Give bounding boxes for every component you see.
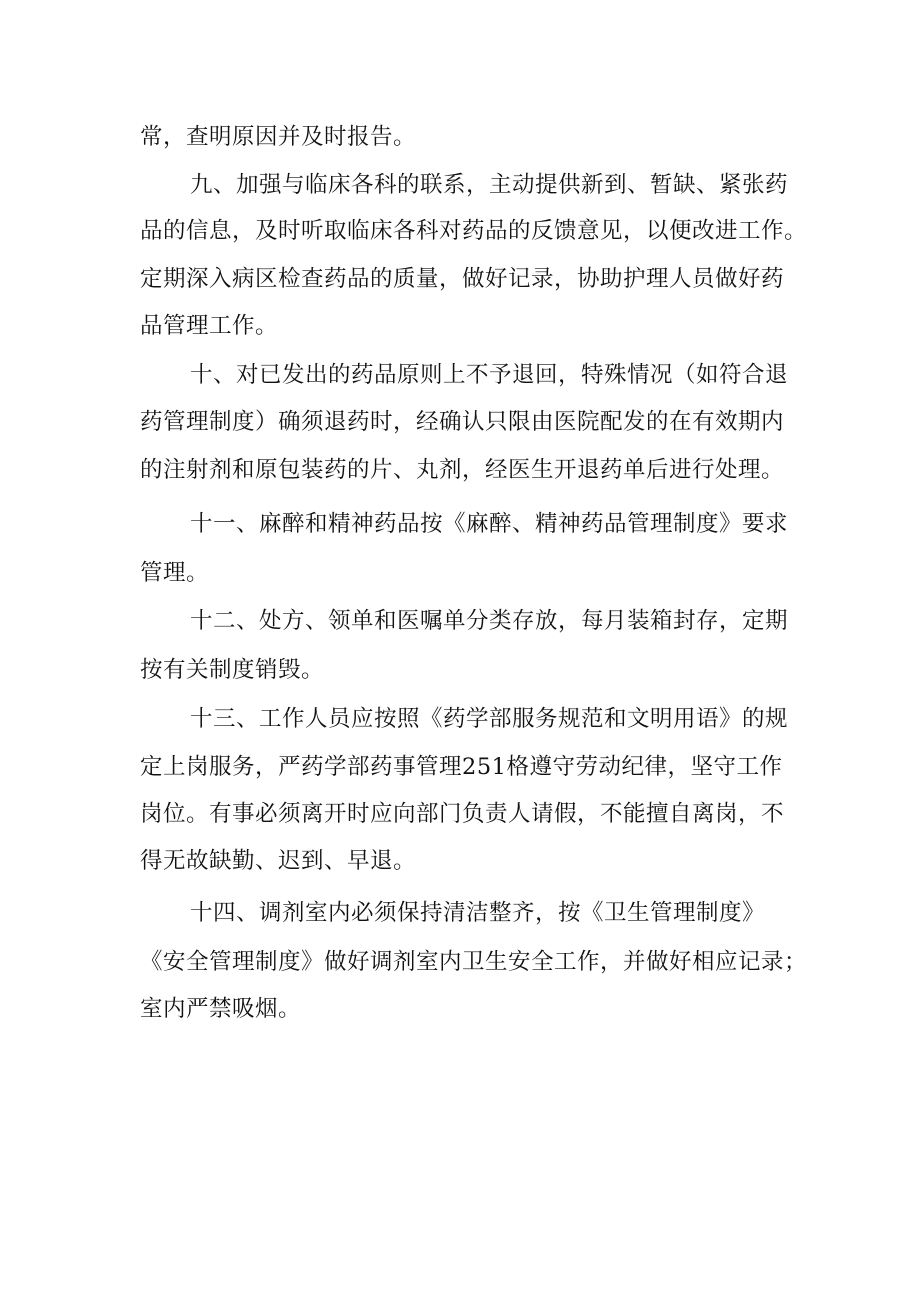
text-line: 品管理工作。 bbox=[140, 313, 279, 339]
paragraph-9-line-1: 九、加强与临床各科的联系，主动提供新到、暂缺、紧张药 bbox=[190, 172, 789, 198]
text-line: 岗位。有事必须离开时应向部门负责人请假，不能擅自离岗，不 bbox=[140, 801, 785, 827]
paragraph-11-line-1: 十一、麻醉和精神药品按《麻醉、精神药品管理制度》要求 bbox=[190, 511, 789, 537]
text-line: 管理。 bbox=[140, 560, 210, 586]
text-line: 药管理制度）确须退药时，经确认只限由医院配发的在有效期内 bbox=[140, 409, 785, 435]
paragraph-13-line-1: 十三、工作人员应按照《药学部服务规范和文明用语》的规 bbox=[190, 706, 789, 732]
text-line: 室内严禁吸烟。 bbox=[140, 996, 302, 1022]
text-line: 按有关制度销毁。 bbox=[140, 657, 325, 683]
paragraph-14-line-1: 十四、调剂室内必须保持清洁整齐，按《卫生管理制度》 bbox=[190, 900, 766, 926]
text-line: 得无故缺勤、迟到、早退。 bbox=[140, 848, 417, 874]
text-line: 品的信息，及时听取临床各科对药品的反馈意见，以便改进工作。 bbox=[140, 218, 808, 244]
text-line: 的注射剂和原包装药的片、丸剂，经医生开退药单后进行处理。 bbox=[140, 457, 785, 483]
text-line: 常，查明原因并及时报告。 bbox=[140, 124, 417, 150]
text-line: 定期深入病区检查药品的质量，做好记录，协助护理人员做好药 bbox=[140, 266, 785, 292]
paragraph-10-line-1: 十、对已发出的药品原则上不予退回，特殊情况（如符合退 bbox=[190, 362, 789, 388]
paragraph-12-line-1: 十二、处方、领单和医嘱单分类存放，每月装箱封存，定期 bbox=[190, 608, 789, 634]
text-line: 《安全管理制度》做好调剂室内卫生安全工作，并做好相应记录； bbox=[140, 949, 808, 975]
text-line: 定上岗服务，严药学部药事管理251格遵守劳动纪律，坚守工作 bbox=[140, 754, 783, 780]
